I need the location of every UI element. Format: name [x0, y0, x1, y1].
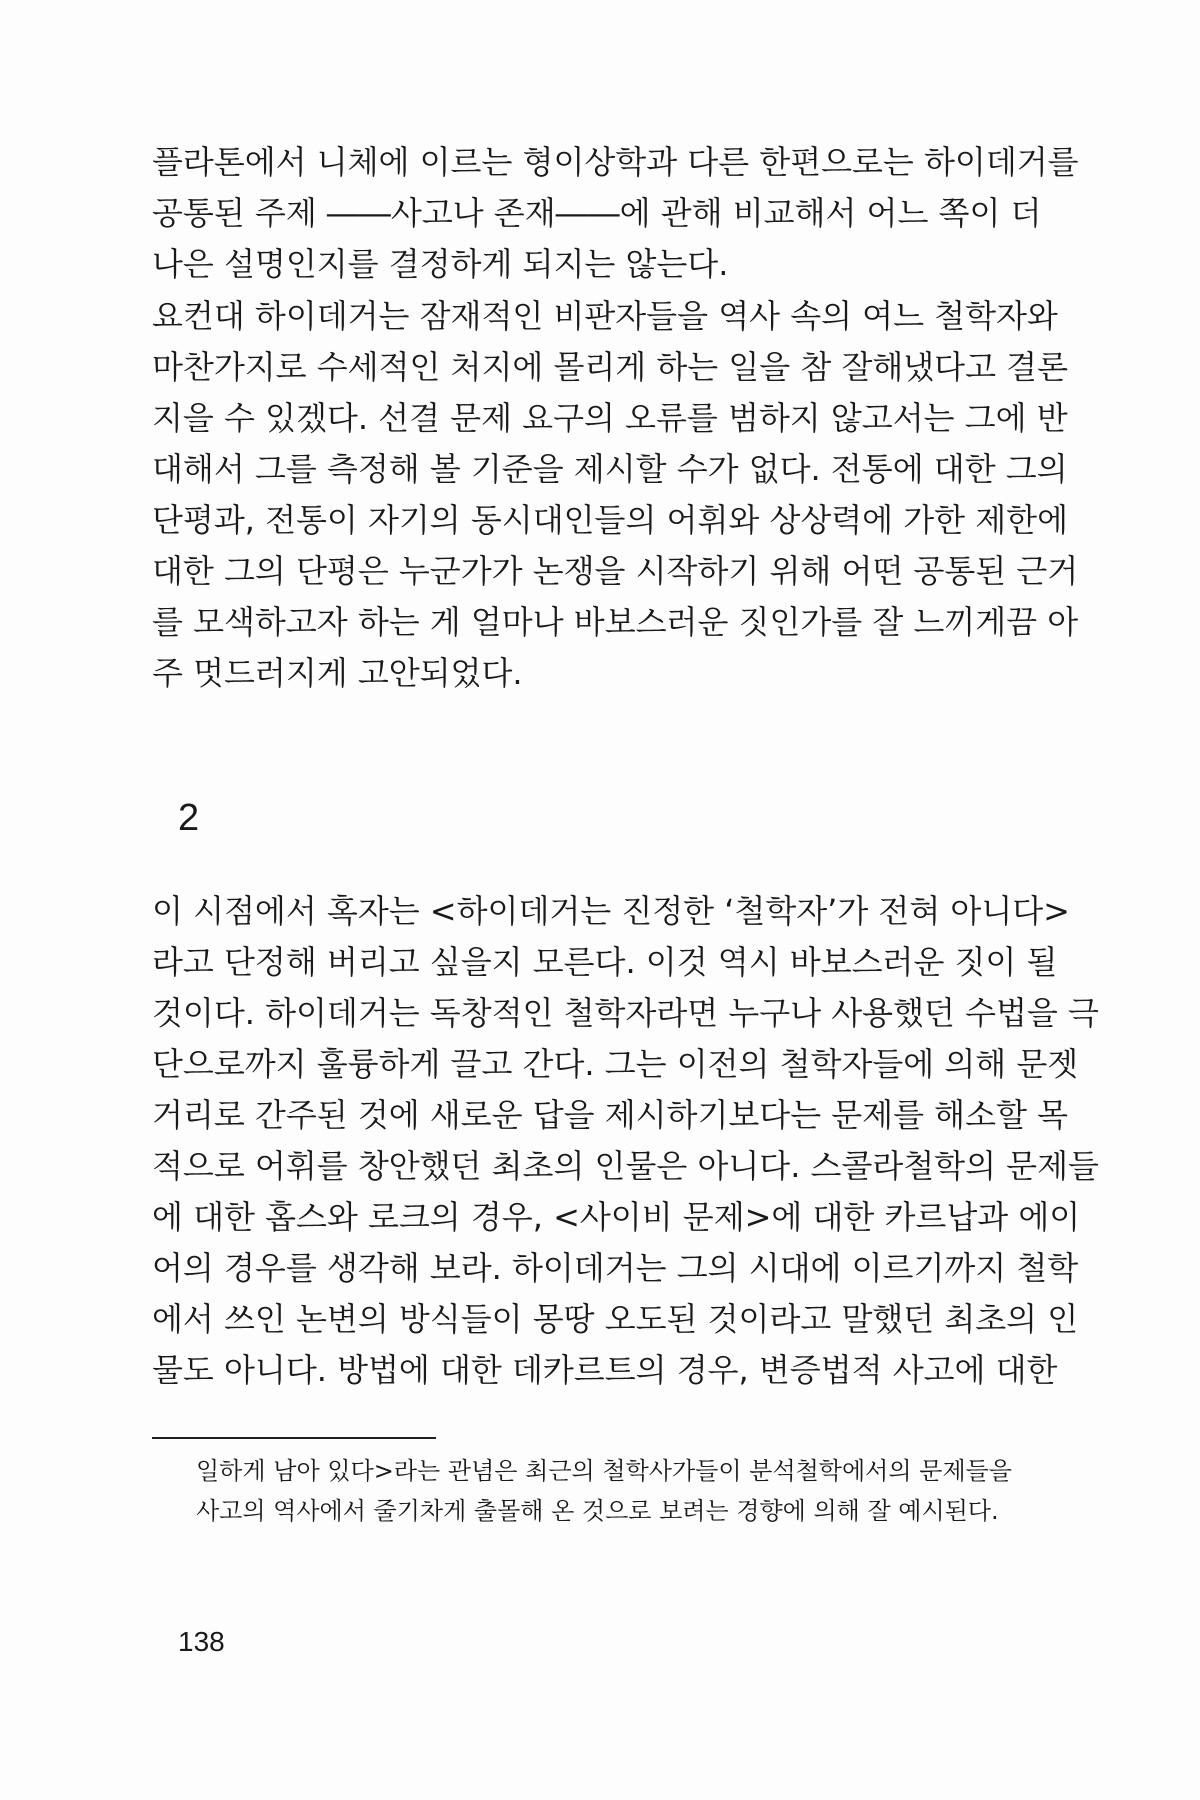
paragraph-3-line-5: 거리로 간주된 것에 새로운 답을 제시하기보다는 문제를 해소할 목 [152, 1096, 1069, 1134]
paragraph-1-line-3: 나은 설명인지를 결정하게 되지는 않는다. [152, 245, 729, 283]
paragraph-2-line-4: 대해서 그를 측정해 볼 기준을 제시할 수가 없다. 전통에 대한 그의 [152, 450, 1068, 488]
page-number: 138 [178, 1626, 225, 1657]
paragraph-2-line-3: 지을 수 있겠다. 선결 문제 요구의 오류를 범하지 않고서는 그에 반 [152, 399, 1068, 437]
paragraph-2-line-1: 요컨대 하이데거는 잠재적인 비판자들을 역사 속의 여느 철학자와 [152, 297, 1058, 335]
paragraph-3-line-8: 어의 경우를 생각해 보라. 하이데거는 그의 시대에 이르기까지 철학 [152, 1249, 1079, 1287]
paragraph-3-line-6: 적으로 어휘를 창안했던 최초의 인물은 아니다. 스콜라철학의 문제들 [152, 1147, 1099, 1185]
paragraph-3-line-10: 물도 아니다. 방법에 대한 데카르트의 경우, 변증법적 사고에 대한 [152, 1351, 1058, 1389]
paragraph-1-line-2: 공통된 주제 ――사고나 존재――에 관해 비교해서 어느 쪽이 더 [152, 194, 1042, 232]
paragraph-3-line-9: 에서 쓰인 논변의 방식들이 몽땅 오도된 것이라고 말했던 최초의 인 [152, 1300, 1079, 1338]
paragraph-2-line-8: 주 멋드러지게 고안되었다. [152, 654, 523, 692]
paragraph-3-line-4: 단으로까지 훌륭하게 끌고 간다. 그는 이전의 철학자들에 의해 문젯 [152, 1045, 1079, 1083]
footnote-line-1: 일하게 남아 있다>라는 관념은 최근의 철학사가들이 분석철학에서의 문제들을 [196, 1457, 1012, 1485]
paragraph-3-line-2: 라고 단정해 버리고 싶을지 모른다. 이것 역시 바보스러운 짓이 될 [152, 943, 1058, 981]
paragraph-1-line-1: 플라톤에서 니체에 이르는 형이상학과 다른 한편으로는 하이데거를 [152, 143, 1079, 181]
paragraph-3-line-7: 에 대한 홉스와 로크의 경우, <사이비 문제>에 대한 카르납과 에이 [152, 1198, 1081, 1236]
footnote-line-2: 사고의 역사에서 줄기차게 출몰해 온 것으로 보려는 경향에 의해 잘 예시된다. [196, 1497, 999, 1525]
paragraph-2-line-2: 마찬가지로 수세적인 처지에 몰리게 하는 일을 참 잘해냈다고 결론 [152, 348, 1069, 386]
footnote-rule [152, 1437, 436, 1439]
paragraph-2-line-5: 단평과, 전통이 자기의 동시대인들의 어휘와 상상력에 가한 제한에 [152, 501, 1069, 539]
paragraph-3-line-1: 이 시점에서 혹자는 <하이데거는 진정한 ‘철학자’가 전혀 아니다> [152, 892, 1070, 930]
section-number: 2 [178, 797, 200, 839]
paragraph-2-line-7: 를 모색하고자 하는 게 얼마나 바보스러운 짓인가를 잘 느끼게끔 아 [152, 603, 1079, 641]
paragraph-2-line-6: 대한 그의 단평은 누군가가 논쟁을 시작하기 위해 어떤 공통된 근거 [152, 552, 1079, 590]
paragraph-3-line-3: 것이다. 하이데거는 독창적인 철학자라면 누구나 사용했던 수법을 극 [152, 994, 1099, 1032]
